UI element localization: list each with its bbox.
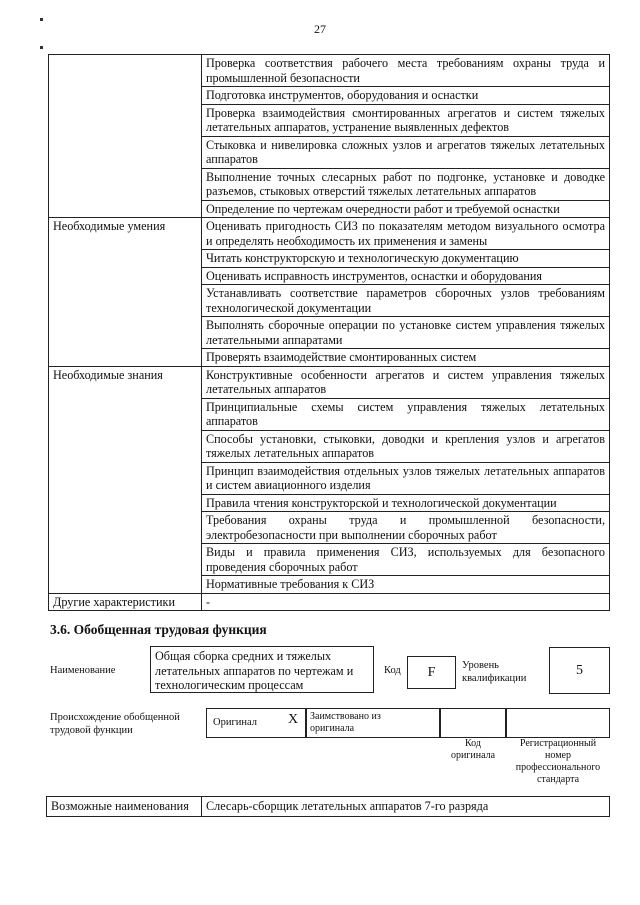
page-number: 27 — [314, 22, 326, 36]
row-item: Определение по чертежам очередности работ и требуемой оснастки — [202, 200, 610, 218]
row-item: Способы установки, стыковки, доводки и крепления узлов и агрегатов тяжелых летательных аппаратов — [202, 430, 610, 462]
row-item: Требования охраны труда и промышленной безопасности, электробезопасности при выполнении сборочных работ — [202, 512, 610, 544]
scan-mark — [40, 46, 43, 49]
row-item: Принципиальные схемы систем управления тяжелых летательных аппаратов — [202, 398, 610, 430]
table-row — [49, 366, 610, 398]
possible-names-table — [46, 796, 610, 817]
name-label: Наименование — [50, 665, 116, 676]
competency-table — [48, 54, 610, 611]
code-original-box — [440, 708, 506, 738]
row-item: Устанавливать соответствие параметров сборочных узлов требованиям технологической документации — [202, 285, 610, 317]
section-title: 3.6. Обобщенная трудовая функция — [50, 622, 267, 637]
borrowed-label: Заимствовано из оригинала — [310, 711, 381, 734]
code-original-label: Код оригинала — [450, 738, 496, 761]
table-row — [49, 593, 610, 611]
table-row — [49, 55, 610, 87]
row-item: Принцип взаимодействия отдельных узлов тяжелых летательных аппаратов и систем авиационного изделия — [202, 462, 610, 494]
row-item: Читать конструкторскую и технологическую документацию — [202, 250, 610, 268]
possible-names-label: Возможные наименования — [47, 797, 202, 817]
row-item: Проверка соответствия рабочего места требованиям охраны труда и промышленной безопасности — [202, 55, 610, 87]
row-item: Оценивать исправность инструментов, оснастки и оборудования — [202, 267, 610, 285]
row-item: Правила чтения конструкторской и технологической документации — [202, 494, 610, 512]
row-label: Другие характеристики — [49, 593, 202, 611]
level-label: Уровень квалификации — [462, 660, 527, 684]
scan-mark — [40, 18, 43, 21]
row-label: Необходимые умения — [49, 218, 202, 367]
code-value: F — [407, 656, 456, 689]
function-name-value: Общая сборка средних и тяжелых летательных аппаратов по чертежам и технологическим процессам — [150, 646, 374, 693]
row-item: Проверка взаимодействия смонтированных агрегатов и систем тяжелых летательных аппаратов, устранение выявленных дефектов — [202, 104, 610, 136]
code-label: Код — [384, 665, 401, 676]
row-label — [49, 55, 202, 218]
row-item: - — [202, 593, 610, 611]
original-label: Оригинал — [213, 717, 257, 728]
row-item: Проверять взаимодействие смонтированных систем — [202, 349, 610, 367]
row-item: Виды и правила применения СИЗ, используемых для безопасного проведения сборочных работ — [202, 544, 610, 576]
possible-names-value: Слесарь-сборщик летательных аппаратов 7-го разряда — [202, 797, 610, 817]
row-item: Стыковка и нивелировка сложных узлов и агрегатов тяжелых летательных аппаратов — [202, 136, 610, 168]
table-row — [49, 218, 610, 250]
row-item: Выполнение точных слесарных работ по подгонке, установке и доводке разъемов, стыковых отверстий тяжелых летательных аппаратов — [202, 168, 610, 200]
row-item: Конструктивные особенности агрегатов и систем управления тяжелых летательных аппаратов — [202, 366, 610, 398]
row-item: Выполнять сборочные операции по установке систем управления тяжелых летательными аппаратами — [202, 317, 610, 349]
row-label: Необходимые знания — [49, 366, 202, 593]
row-item: Нормативные требования к СИЗ — [202, 576, 610, 594]
row-item: Оценивать пригодность СИЗ по показателям методом визуального осмотра и определять необходимость их применения и замены — [202, 218, 610, 250]
row-item: Подготовка инструментов, оборудования и оснастки — [202, 87, 610, 105]
original-mark: X — [288, 712, 299, 727]
reg-number-box — [506, 708, 610, 738]
reg-number-label: Регистрационный номер профессионального стандарта — [515, 738, 601, 785]
origin-label: Происхождение обобщенной трудовой функции — [50, 712, 180, 736]
level-value: 5 — [549, 647, 610, 694]
